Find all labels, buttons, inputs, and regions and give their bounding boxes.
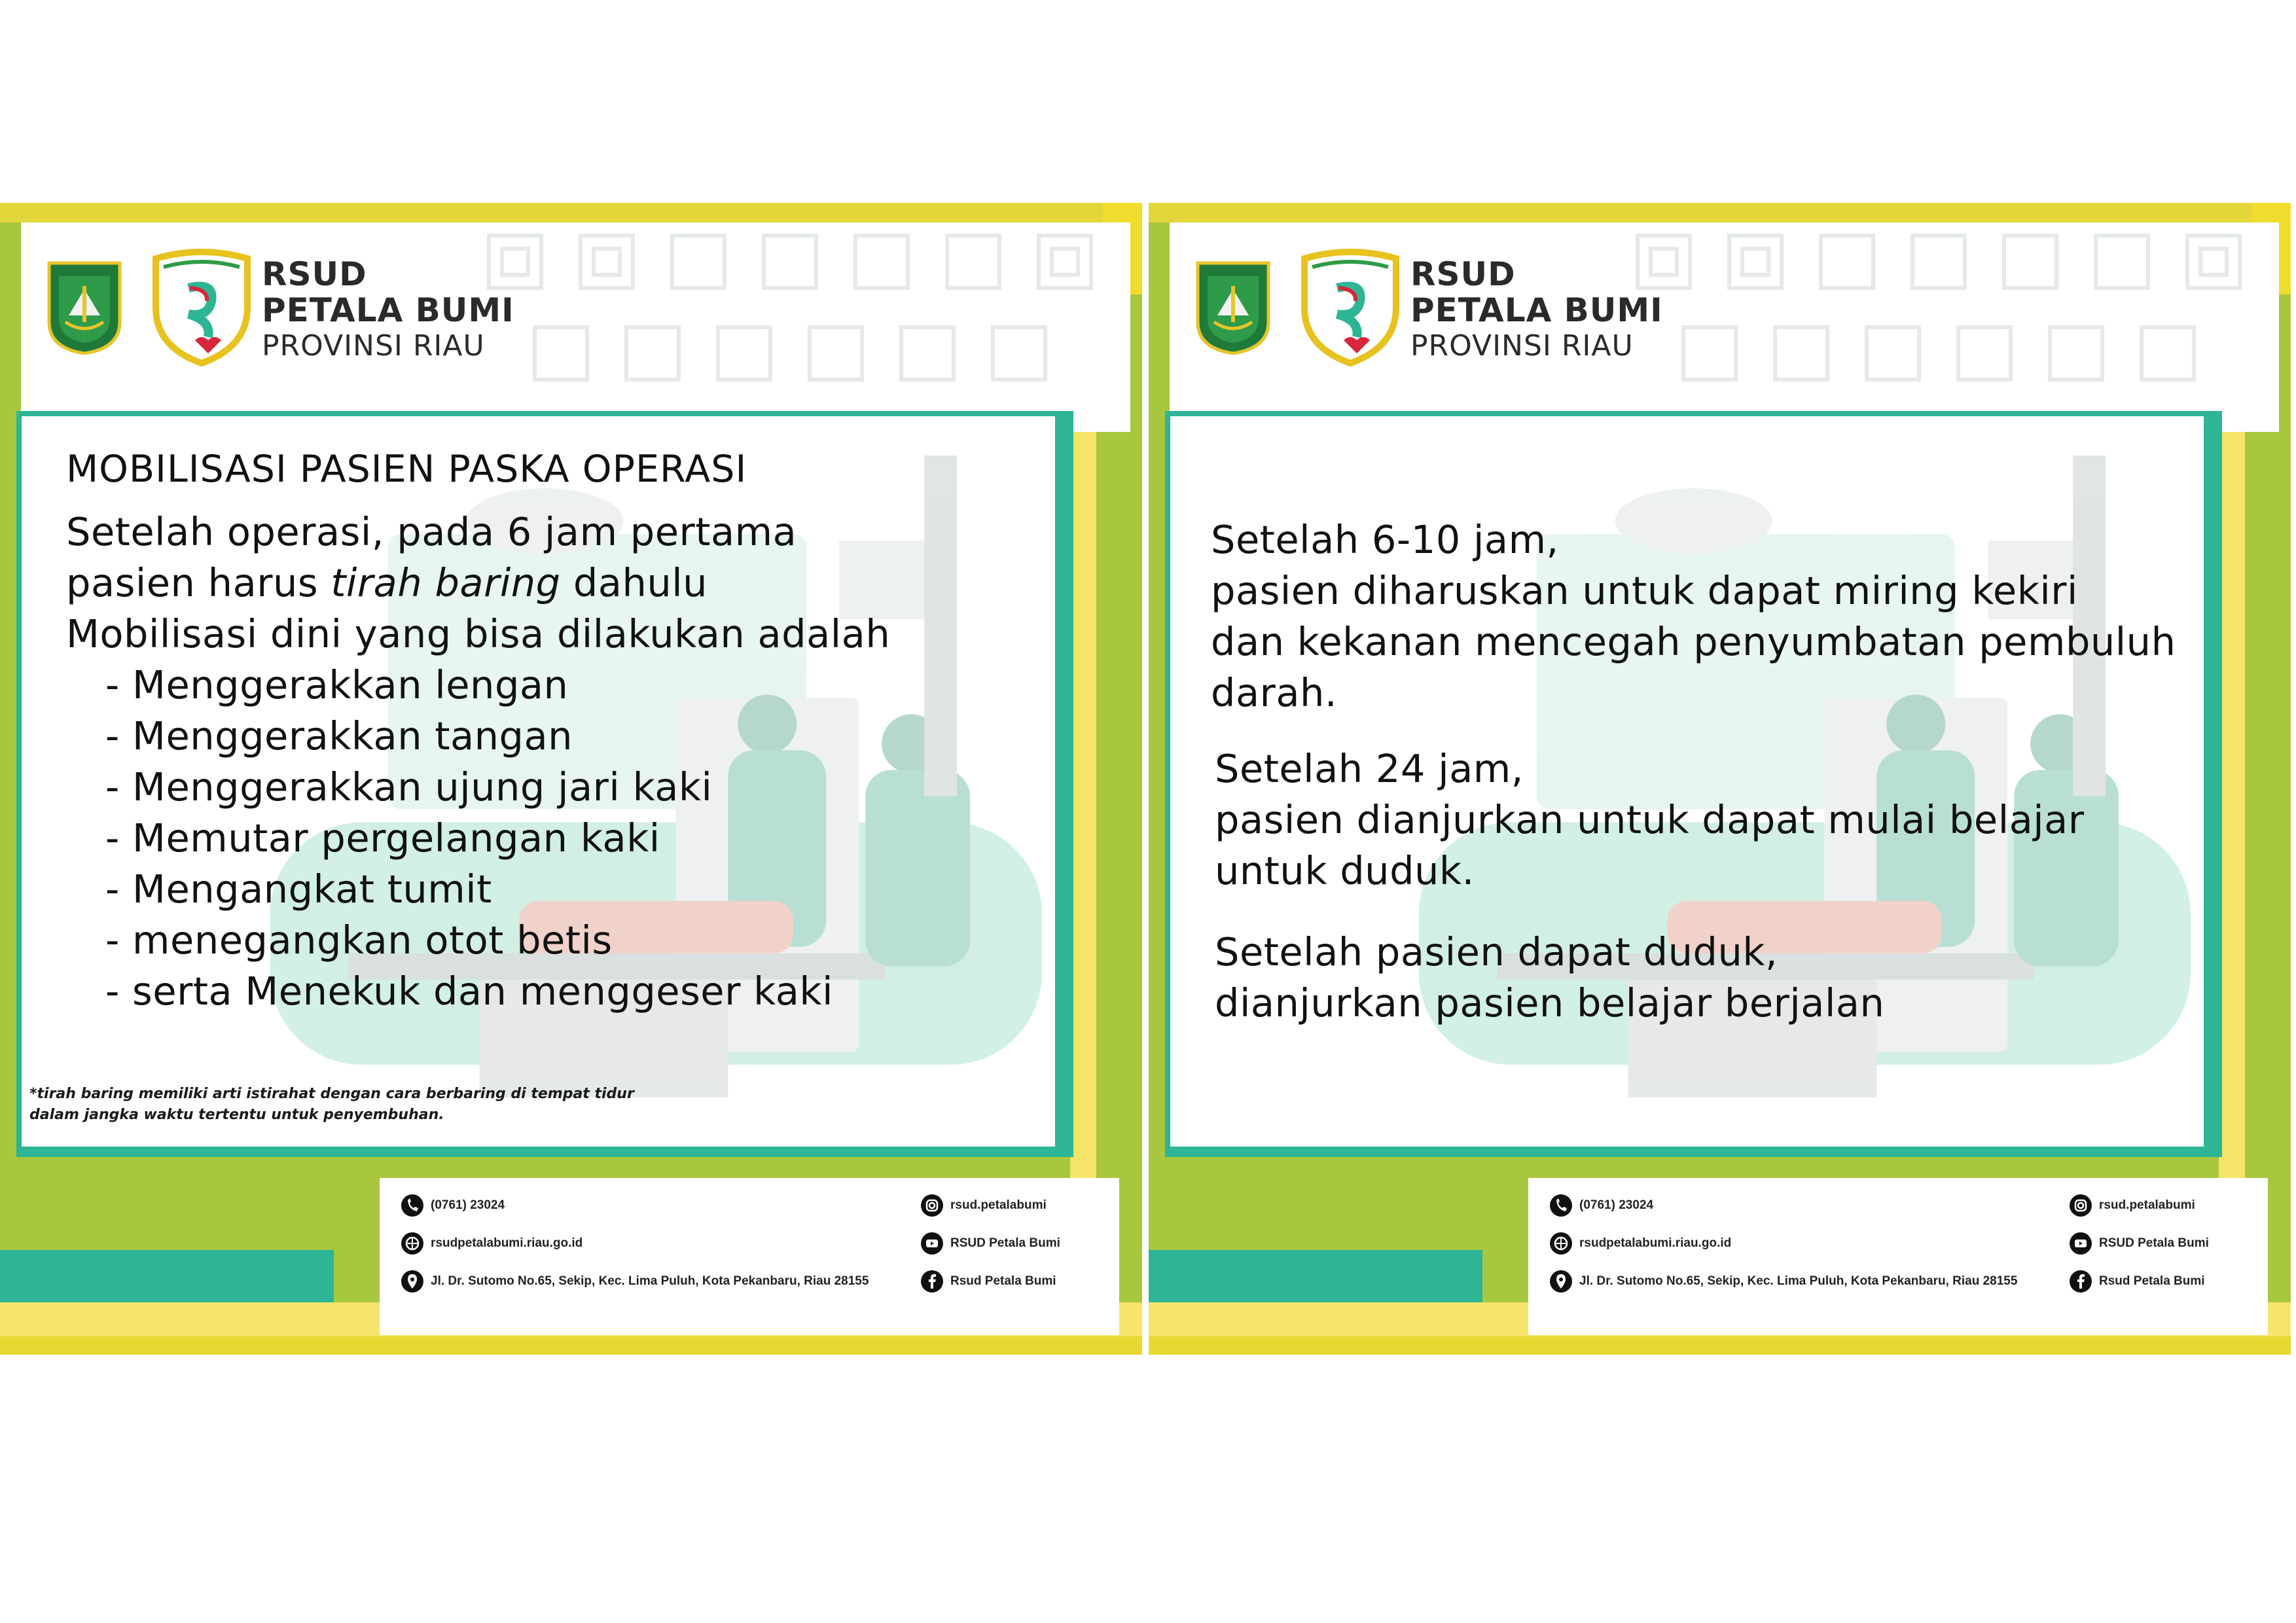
paragraph-line: pasien dianjurkan untuk dapat mulai belajar [1215,797,2085,842]
riau-emblem-logo [1194,257,1272,355]
website-text: rsudpetalabumi.riau.go.id [1579,1236,1732,1250]
rsud-shield-logo [149,249,254,366]
paragraph-24-hours [1215,743,2085,897]
list-item: - Menggerakkan tangan [105,713,573,758]
content-frame [16,411,1073,1157]
contact-footer [1528,1178,2268,1335]
globe-icon [1549,1230,1573,1257]
list-item: - serta Menekuk dan menggeser kaki [105,969,833,1014]
facebook-text: Rsud Petala Bumi [950,1274,1056,1288]
paragraph-line: Setelah 24 jam, [1215,746,1524,791]
instagram-icon [920,1192,944,1219]
facebook-text: Rsud Petala Bumi [2099,1274,2205,1288]
website-contact[interactable] [401,1230,583,1257]
phone-icon [1549,1192,1573,1219]
maze-pattern [1624,223,2279,432]
content-frame [1165,411,2222,1157]
youtube-text: RSUD Petala Bumi [950,1236,1060,1250]
paragraph-line: dianjurkan pasien belajar berjalan [1215,980,1885,1026]
maze-pattern [476,223,1130,432]
youtube-contact[interactable] [920,1230,1060,1257]
footnote [29,1084,634,1126]
phone-text: (0761) 23024 [1579,1198,1654,1212]
yellow-bottom-band [0,1336,1142,1355]
list-item: - Memutar pergelangan kaki [105,815,660,861]
yellow-bottom-band [1149,1336,2291,1355]
content-panel [1170,416,2204,1147]
paragraph-line: Setelah pasien dapat duduk, [1215,929,1778,974]
list-item: - menegangkan otot betis [105,918,613,963]
rsud-shield-logo [1298,249,1403,366]
youtube-contact[interactable] [2069,1230,2209,1257]
brand-line-province: PROVINSI RIAU [1410,329,1634,363]
youtube-icon [2069,1230,2092,1257]
instagram-contact[interactable] [920,1192,1047,1219]
paragraph-6-10-hours [1211,514,2176,719]
address-text: Jl. Dr. Sutomo No.65, Sekip, Kec. Lima Puluh, Kota Pekanbaru, Riau 28155 [431,1274,869,1288]
yellow-side-bar [1070,425,1096,1237]
address-text: Jl. Dr. Sutomo No.65, Sekip, Kec. Lima Puluh, Kota Pekanbaru, Riau 28155 [1579,1274,2018,1288]
phone-contact [401,1192,505,1219]
instagram-text: rsud.petalabumi [950,1198,1047,1212]
brand-line-name: PETALA BUMI [262,291,514,329]
paragraph-line: darah. [1211,670,1338,715]
poster-title: MOBILISASI PASIEN PASKA OPERASI [66,448,747,491]
poster-right [1149,203,2291,1355]
brand-line-name: PETALA BUMI [1410,291,1663,329]
intro-suffix: dahulu [573,560,708,605]
list-item: - Mengangkat tumit [105,866,492,912]
intro-text [66,507,890,1017]
intro-line: Setelah operasi, pada 6 jam pertama [66,509,797,554]
header [21,223,1130,432]
paragraph-line: dan kekanan mencegah penyumbatan pembuluh [1211,619,2176,664]
globe-icon [401,1230,424,1257]
paragraph-line: untuk duduk. [1215,848,1475,893]
teal-band [0,1250,334,1302]
paragraph-walking [1215,927,1884,1029]
contact-footer [380,1178,1119,1335]
facebook-icon [920,1268,944,1294]
address-contact [401,1268,869,1294]
address-contact [1549,1268,2017,1294]
phone-text: (0761) 23024 [431,1198,505,1212]
list-item: - Menggerakkan lengan [105,662,569,707]
yellow-side-bar [2219,425,2245,1237]
facebook-icon [2069,1268,2092,1294]
instagram-icon [2069,1192,2092,1219]
brand-line-rsud: RSUD [1410,255,1516,293]
youtube-icon [920,1230,944,1257]
intro-line [66,558,890,609]
youtube-text: RSUD Petala Bumi [2099,1236,2209,1250]
hospital-name [262,257,514,364]
location-pin-icon [401,1268,424,1294]
yellow-band [0,203,1142,223]
facebook-contact[interactable] [920,1268,1056,1294]
teal-band [1149,1250,1482,1302]
instagram-text: rsud.petalabumi [2099,1198,2195,1212]
website-contact[interactable] [1549,1230,1731,1257]
hospital-name [1410,257,1663,364]
poster-left [0,203,1142,1355]
intro-prefix: pasien harus [66,560,319,605]
header [1170,223,2279,432]
footnote-line: dalam jangka waktu tertentu untuk penyembuhan. [29,1107,444,1123]
website-text: rsudpetalabumi.riau.go.id [431,1236,583,1250]
footnote-line: *tirah baring memiliki arti istirahat dengan cara berbaring di tempat tidur [29,1086,634,1102]
facebook-contact[interactable] [2069,1268,2205,1294]
yellow-band [1149,203,2291,223]
intro-line: Mobilisasi dini yang bisa dilakukan adalah [66,611,891,656]
phone-icon [401,1192,424,1219]
paragraph-line: Setelah 6-10 jam, [1211,517,1559,562]
list-item: - Menggerakkan ujung jari kaki [105,764,713,810]
content-panel [22,416,1055,1147]
paragraph-line: pasien diharuskan untuk dapat miring kekiri [1211,568,2078,613]
phone-contact [1549,1192,1653,1219]
riau-emblem-logo [46,257,123,355]
tirah-baring-term: tirah baring [331,560,561,605]
location-pin-icon [1549,1268,1573,1294]
brand-line-province: PROVINSI RIAU [262,329,485,363]
instagram-contact[interactable] [2069,1192,2195,1219]
brand-line-rsud: RSUD [262,255,367,293]
